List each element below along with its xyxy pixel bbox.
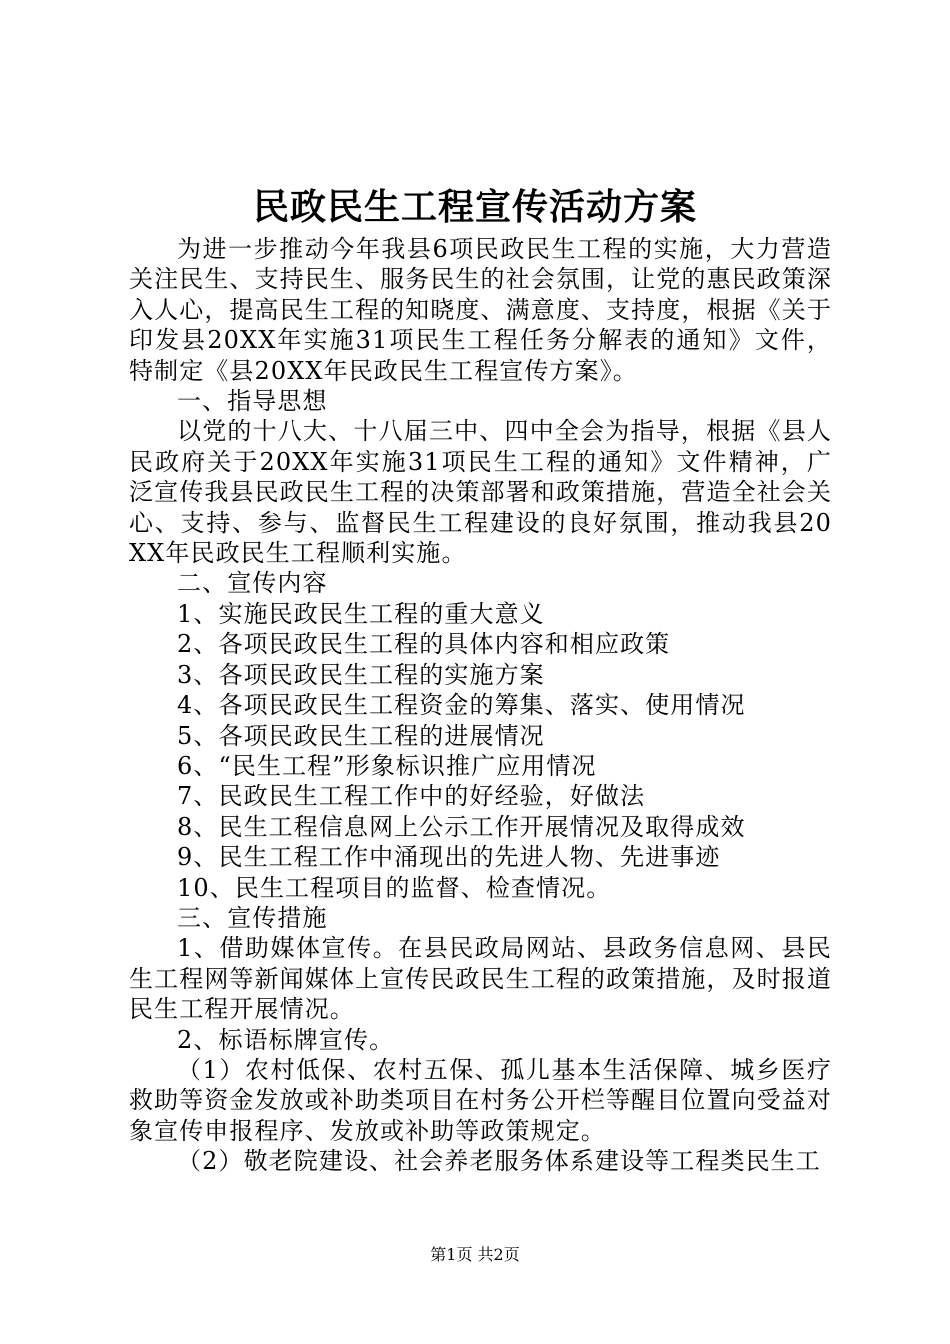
list-item: 1、实施民政民生工程的重大意义 (177, 599, 545, 628)
document-title: 民政民生工程宣传活动方案 (252, 186, 697, 228)
list-item: 7、民政民生工程工作中的好经验，好做法 (177, 782, 646, 811)
list-item: 8、民生工程信息网上公示工作开展情况及取得成效 (177, 812, 746, 841)
section-heading-publicity-content: 二、宣传内容 (177, 569, 328, 598)
list-item: 3、各项民政民生工程的实施方案 (177, 660, 545, 689)
list-item: 5、各项民政民生工程的进展情况 (177, 721, 545, 750)
measure-slogan-item-1: （1）农村低保、农村五保、孤儿基本生活保障、城乡医疗救助等资金发放或补助类项目在村务公开栏等醒目位置向受益对象宣传申报程序、发放或补助等政策规定。 (129, 1055, 832, 1145)
document-body (129, 234, 832, 1177)
guiding-ideology-paragraph: 以党的十八大、十八届三中、四中全会为指导，根据《县人民政府关于20XX年实施31项民生工程的通知》文件精神，广泛宣传我县民政民生工程的决策部署和政策措施，营造全社会关心、支持、参与、监督民生工程建设的良好氛围，推动我县20XX年民政民生工程顺利实施。 (129, 417, 832, 568)
section-heading-publicity-measures: 三、宣传措施 (177, 903, 328, 932)
measure-media-paragraph: 1、借助媒体宣传。在县民政局网站、县政务信息网、县民生工程网等新闻媒体上宣传民政民生工程的政策措施，及时报道民生工程开展情况。 (129, 934, 832, 1024)
list-item: 10、民生工程项目的监督、检查情况。 (177, 873, 612, 902)
intro-paragraph: 为进一步推动今年我县6项民政民生工程的实施，大力营造关注民生、支持民生、服务民生的社会氛围，让党的惠民政策深入人心，提高民生工程的知晓度、满意度、支持度，根据《关于印发县20XX年实施31项民生工程任务分解表的通知》文件，特制定《县20XX年民政民生工程宣传方案》。 (129, 235, 832, 385)
list-item: 6、“民生工程”形象标识推广应用情况 (177, 751, 597, 780)
page-number-footer: 第1页 共2页 (430, 1245, 520, 1264)
section-heading-guiding-ideology: 一、指导思想 (177, 387, 328, 416)
list-item: 9、民生工程工作中涌现出的先进人物、先进事迹 (177, 843, 721, 872)
list-item: 4、各项民政民生工程资金的筹集、落实、使用情况 (177, 691, 746, 720)
list-item: 2、各项民政民生工程的具体内容和相应政策 (177, 630, 671, 659)
measure-slogan-item-2: （2）敬老院建设、社会养老服务体系建设等工程类民生工 (177, 1147, 821, 1176)
measure-slogan-heading: 2、标语标牌宣传。 (177, 1025, 395, 1054)
